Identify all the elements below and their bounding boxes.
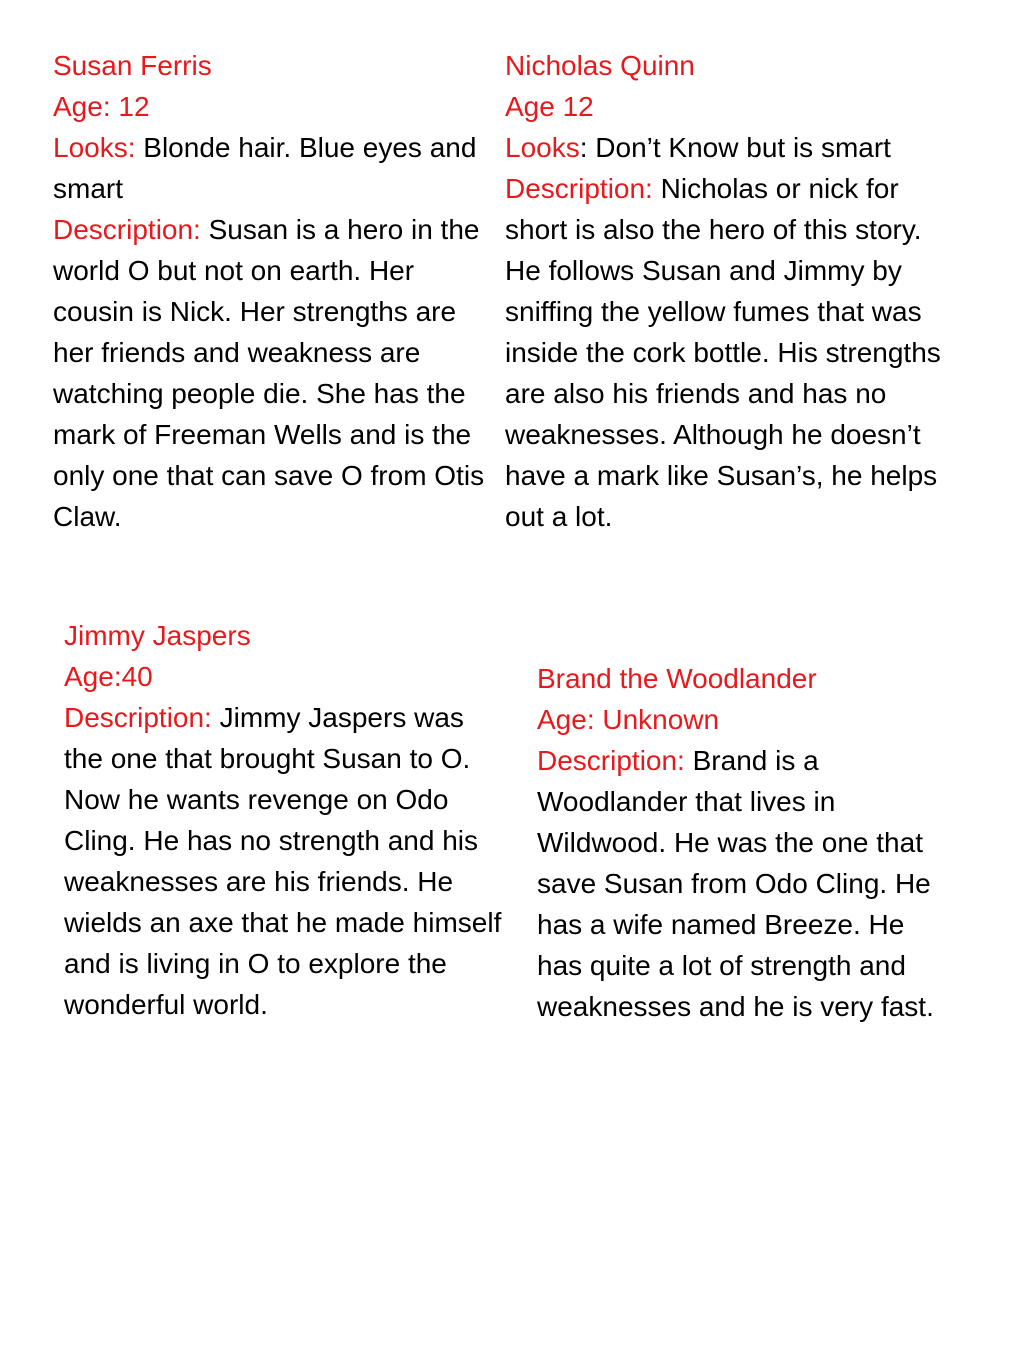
description-value: Brand is a Woodlander that lives in Wildwood. He was the one that save Susan from Odo Cling. He has a wife named Breeze. He has quite a lot of strength and weaknesses and he is very fast. xyxy=(537,745,934,1022)
description-value: Jimmy Jaspers was the one that brought Susan to O. Now he wants revenge on Odo Cling. He has no strength and his weaknesses are his friends. He wields an axe that he made himself and is living in O to explore the wonderful world. xyxy=(64,702,502,1020)
character-age: Age 12 xyxy=(505,91,594,122)
character-age: Age: 12 xyxy=(53,91,150,122)
character-name: Susan Ferris xyxy=(53,50,212,81)
character-card-jimmy-jaspers xyxy=(64,615,504,1025)
character-looks xyxy=(53,127,493,209)
character-looks xyxy=(505,127,945,168)
character-description xyxy=(505,168,945,537)
looks-value: Blonde hair. Blue eyes and smart xyxy=(53,132,477,204)
character-name: Nicholas Quinn xyxy=(505,50,695,81)
description-value: Susan is a hero in the world O but not on earth. Her cousin is Nick. Her strengths are her friends and weakness are watching people die. She has the mark of Freeman Wells and is the only one that can save O from Otis Claw. xyxy=(53,214,485,532)
description-value: Nicholas or nick for short is also the hero of this story. He follows Susan and Jimmy by sniffing the yellow fumes that was inside the cork bottle. His strengths are also his friends and has no weaknesses. Although he doesn’t have a mark like Susan’s, he helps out a lot. xyxy=(505,173,941,532)
looks-label: Looks xyxy=(505,132,580,163)
character-age: Age: Unknown xyxy=(537,704,720,735)
character-description xyxy=(53,209,493,537)
character-description xyxy=(537,740,957,1027)
character-card-susan-ferris xyxy=(53,45,493,537)
character-card-brand-the-woodlander xyxy=(537,658,957,1027)
character-name: Jimmy Jaspers xyxy=(64,620,251,651)
description-label: Description: xyxy=(53,214,201,245)
description-label: Description: xyxy=(64,702,212,733)
character-age: Age:40 xyxy=(64,661,153,692)
character-description xyxy=(64,697,504,1025)
looks-label: Looks: xyxy=(53,132,136,163)
character-name: Brand the Woodlander xyxy=(537,663,817,694)
character-card-nicholas-quinn xyxy=(505,45,945,537)
description-label: Description: xyxy=(505,173,653,204)
looks-value: : Don’t Know but is smart xyxy=(579,132,891,163)
description-label: Description: xyxy=(537,745,685,776)
